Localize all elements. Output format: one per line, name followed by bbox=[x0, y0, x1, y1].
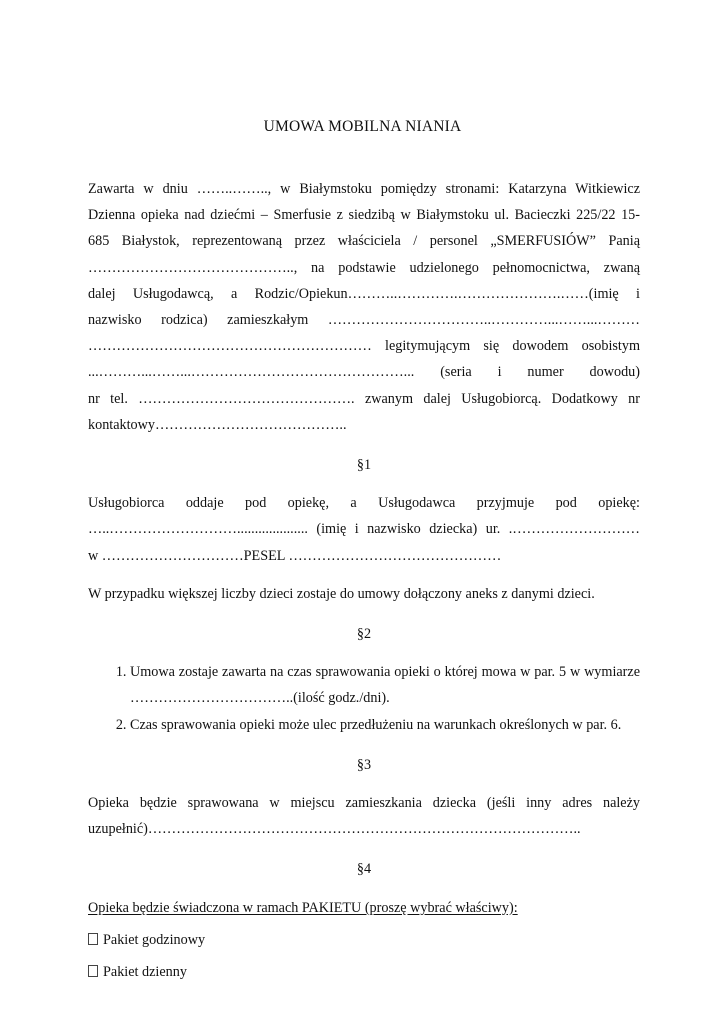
package-prompt: Opieka będzie świadczona w ramach PAKIETU (proszę wybrać właściwy): bbox=[88, 899, 518, 916]
section-1-note: W przypadku większej liczby dzieci zostaje do umowy dołączony aneks z danymi dzieci. bbox=[88, 585, 595, 602]
section-1-heading: §1 bbox=[356, 457, 372, 474]
checkbox-icon[interactable] bbox=[88, 965, 98, 977]
intro-line: kontaktowy………………………………….. bbox=[88, 416, 347, 433]
intro-line: Zawarta w dniu ……..…….., w Białymstoku pomiędzy stronami: Katarzyna Witkiewicz bbox=[88, 181, 640, 197]
section-4-heading: §4 bbox=[356, 861, 372, 878]
intro-line: Dzienna opieka nad dziećmi – Smerfusie z siedzibą w Białymstoku ul. Bacieczki 225/22 15- bbox=[88, 207, 640, 224]
checkbox-icon[interactable] bbox=[88, 933, 98, 945]
package-option-label: Pakiet dzienny bbox=[103, 964, 187, 981]
section-1-line: …..……………………….................... (imię i nazwisko dziecka) ur. .……………………… bbox=[88, 521, 640, 538]
intro-paragraph bbox=[88, 176, 640, 438]
section-2-heading: §2 bbox=[356, 626, 372, 643]
section-2-item: 1. Umowa zostaje zawarta na czas sprawowania opieki o której mowa w par. 5 w wymiarze ……………………………..(ilość godz./dni). bbox=[130, 659, 640, 711]
intro-line: nazwisko rodzica) zamieszkałym ……………………………..…………...……...……… bbox=[88, 312, 640, 329]
section-3-heading: §3 bbox=[356, 756, 372, 773]
section-2-list bbox=[88, 659, 640, 738]
intro-line: ...………...……...………………………………………... (seria i numer dowodu) bbox=[88, 364, 640, 381]
section-3-line: uzupełnić)……………………………………………………………………………….. bbox=[88, 821, 581, 838]
package-option-label: Pakiet godzinowy bbox=[103, 931, 206, 948]
intro-line: 685 Białystok, reprezentowaną przez właściciela / personel „SMERFUSIÓW” Panią bbox=[88, 233, 640, 250]
section-1-line: Usługobiorca oddaje pod opiekę, a Usługodawca przyjmuje pod opiekę: bbox=[88, 495, 640, 512]
document-body bbox=[88, 176, 640, 985]
document-title: UMOWA MOBILNA NIANIA bbox=[263, 118, 462, 135]
section-3-paragraph bbox=[88, 790, 640, 842]
section-1-line: w …………………………PESEL ……………………………………… bbox=[88, 547, 502, 564]
section-1-paragraph bbox=[88, 490, 640, 569]
section-2-item: 2. Czas sprawowania opieki może ulec przedłużeniu na warunkach określonych w par. 6. bbox=[130, 712, 640, 738]
package-option-hourly[interactable] bbox=[88, 927, 640, 953]
intro-line: …………………………………….., na podstawie udzielonego pełnomocnictwa, zwaną bbox=[88, 259, 640, 276]
intro-line: …………………………………………………… legitymującym się dowodem osobistym bbox=[88, 338, 640, 355]
section-3-line: Opieka będzie sprawowana w miejscu zamieszkania dziecka (jeśli inny adres należy bbox=[88, 795, 640, 812]
intro-line: nr tel. ………………………………………. zwanym dalej Usługobiorcą. Dodatkowy nr bbox=[88, 390, 640, 407]
package-option-daily[interactable] bbox=[88, 959, 640, 985]
intro-line: dalej Usługodawcą, a Rodzic/Opiekun………..………….………………….……(imię i bbox=[88, 285, 640, 302]
